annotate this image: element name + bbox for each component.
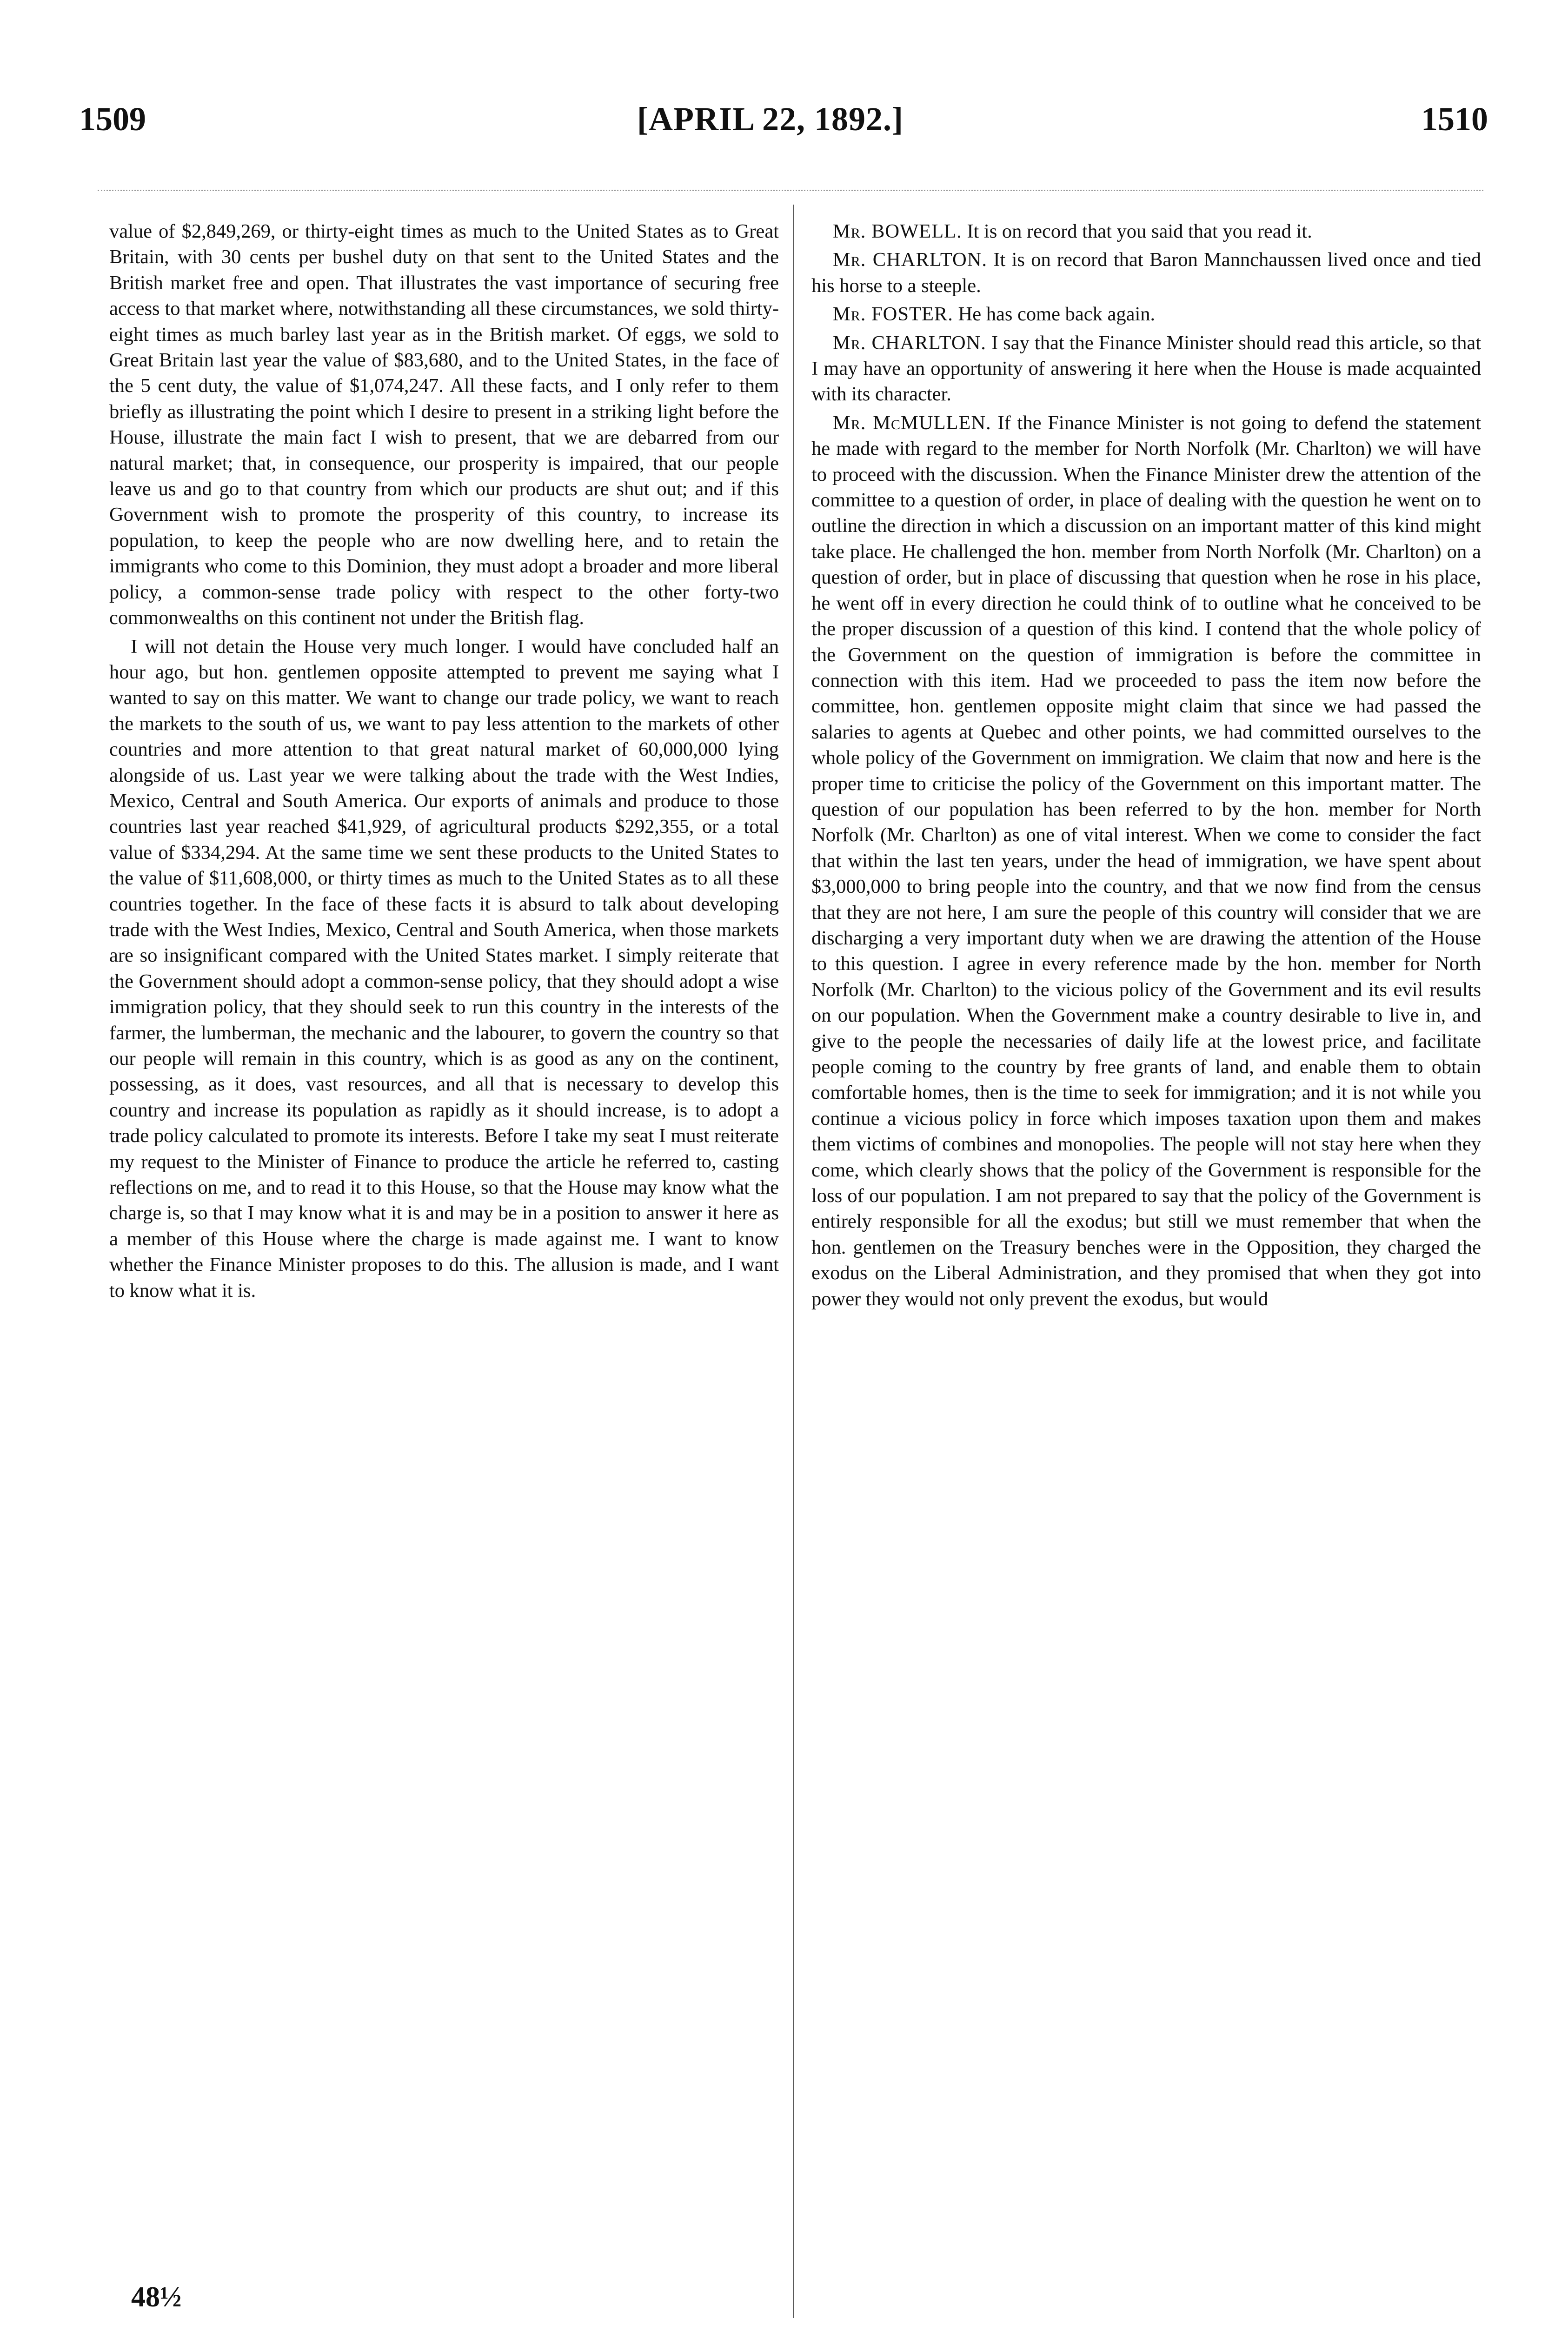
- signature-folio: 48½: [131, 2281, 182, 2313]
- page-number-left: 1509: [79, 100, 146, 138]
- header-date: [APRIL 22, 1892.]: [637, 100, 904, 138]
- left-paragraph-1: value of $2,849,269, or thirty-eight times as much to the United States as to Great Britain, with 30 cents per bushel duty on that sent to the United States and the British market free and open. That illustrates the vast importance of securing free access to that market where, notwithstanding all these circumstances, we sold thirty-eight times as much barley last year as in the British market. Of eggs, we sold to Great Britain last year the value of $83,680, and to the United States, in the face of the 5 cent duty, the value of $1,074,247. All these facts, and I only refer to them briefly as illustrating the point which I desire to present in a striking light before the House, illustrate the main fact I wish to present, that we are debarred from our natural market; that, in consequence, our prosperity is impaired, that our people leave us and go to that country from which our products are shut out; and if this Government wish to promote the prosperity of this country, to increase its population, to keep the people who are now dwelling here, and to retain the immigrants who come to this Dominion, they must adopt a broader and more liberal policy, a common-sense trade policy with respect to the other forty-two commonwealths on this continent not under the British flag.: [109, 220, 779, 629]
- speech-charlton-2: [811, 330, 1481, 407]
- left-paragraph-2: I will not detain the House very much longer. I would have concluded half an hour ago, but hon. gentlemen opposite attempted to prevent me saying what I wanted to say on this matter. We want to change our trade policy, we want to reach the markets to the south of us, we want to pay less attention to the markets of other countries and more attention to that great natural market of 60,000,000 lying alongside of us. Last year we were talking about the trade with the West Indies, Mexico, Central and South America. Our exports of animals and produce to those countries last year reached $41,929, of agricultural products $292,355, or a total value of $334,294. At the same time we sent these products to the United States to the value of $11,608,000, or thirty times as much to the United States as to all these countries together. In the face of these facts it is absurd to talk about developing trade with the West Indies, Mexico, Central and South America, when those markets are so insignificant compared with the United States market. I simply reiterate that the Government should adopt a common-sense policy, that they should adopt a wise immigration policy, that they should seek to run this country in the interests of the farmer, the lumberman, the mechanic and the labourer, to govern the country so that our people will remain in this country, which is as good as any on the continent, possessing, as it does, vast resources, and all that is necessary to develop this country and increase its population as rapidly as it should increase, is to adopt a trade policy calculated to promote its interests. Before I take my seat I must reiterate my request to the Minister of Finance to produce the article he referred to, casting reflections on me, and to read it to this House, so that the House may know what the charge is, so that I may know what it is and may be in a position to answer it here as a member of this House where the charge is made against me. I want to know whether the Finance Minister proposes to do this. The allusion is made, and I want to know what it is.: [109, 635, 779, 1302]
- speaker-name: Mr. FOSTER.: [833, 303, 953, 326]
- speech-text: If the Finance Minister is not going to defend the statement he made with regard to the member for North Norfolk (Mr. Charlton) we will have to proceed with the discussion. When the Finance Minister drew the attention of the committee to a question of order, in place of dealing with the question he went on to outline the direction in which a discussion on an important matter of this kind might take place. He challenged the hon. member from North Norfolk (Mr. Charlton) on a question of order, but in place of discussing that question when he rose in his place, he went off in every direction he could think of to outline what he conceived to be the proper discussion of a question of this kind. I contend that the whole policy of the Government on the question of immigration is before the committee in connection with this item. Had we proceeded to pass the item now before the committee, hon. gentlemen opposite might claim that since we had passed the salaries to agents at Quebec and other points, we had committed ourselves to the whole policy of the Government on immigration. We claim that now and here is the proper time to criticise the policy of the Government on this important matter. The question of our population has been referred to by the hon. member for North Norfolk (Mr. Charlton) as one of vital interest. When we come to consider the fact that within the last ten years, under the head of immigration, we have spent about $3,000,000 to bring people into the country, and that we now find from the census that they are not here, I am sure the people of this country will consider that we are discharging a very important duty when we are drawing the attention of the House to this question. I agree in every reference made by the hon. member for North Norfolk (Mr. Charlton) to the vicious policy of the Government and its evil results on our population. When the Government make a country desirable to live in, and give to the people the necessaries of daily life at the lowest price, and facilitate people coming to the country by free grants of land, and enable them to obtain comfortable homes, then is the time to seek for immigration; and it is not while you continue a vicious policy in force which imposes taxation upon them and makes them victims of combines and monopolies. The people will not stay here when they come, which clearly shows that the policy of the Government is responsible for the loss of our population. I am not prepared to say that the policy of the Government is entirely responsible for all the exodus; but still we must remember that when the hon. gentlemen on the Treasury benches were in the Opposition, they charged the exodus on the Liberal Administration, and they promised that when they got into power they would not only prevent the exodus, but would: [811, 412, 1481, 1310]
- speaker-name: Mr. CHARLTON.: [833, 332, 986, 354]
- speech-bowell: [811, 219, 1481, 244]
- speech-text: It is on record that Baron Mannchaussen lived once and tied his horse to a steeple.: [811, 249, 1481, 297]
- speech-charlton-1: [811, 247, 1481, 299]
- speech-text: I say that the Finance Minister should read this article, so that I may have an opportunity of answering it here when the House is made acquainted with its character.: [811, 332, 1481, 405]
- right-column: [811, 219, 1481, 2246]
- speech-mcmullen: [811, 410, 1481, 1312]
- left-column: [109, 219, 779, 2246]
- speech-text: He has come back again.: [958, 303, 1156, 326]
- page-header: [79, 100, 1488, 151]
- column-divider: [793, 205, 794, 2318]
- page-number-right: 1510: [1421, 100, 1488, 138]
- speaker-name: Mr. CHARLTON.: [833, 249, 988, 271]
- speaker-name: Mr. BOWELL.: [833, 220, 962, 242]
- speech-foster: [811, 301, 1481, 327]
- speaker-name: Mr. McMULLEN.: [833, 412, 991, 434]
- speech-text: It is on record that you said that you read it.: [967, 220, 1312, 242]
- header-rule: [98, 190, 1483, 191]
